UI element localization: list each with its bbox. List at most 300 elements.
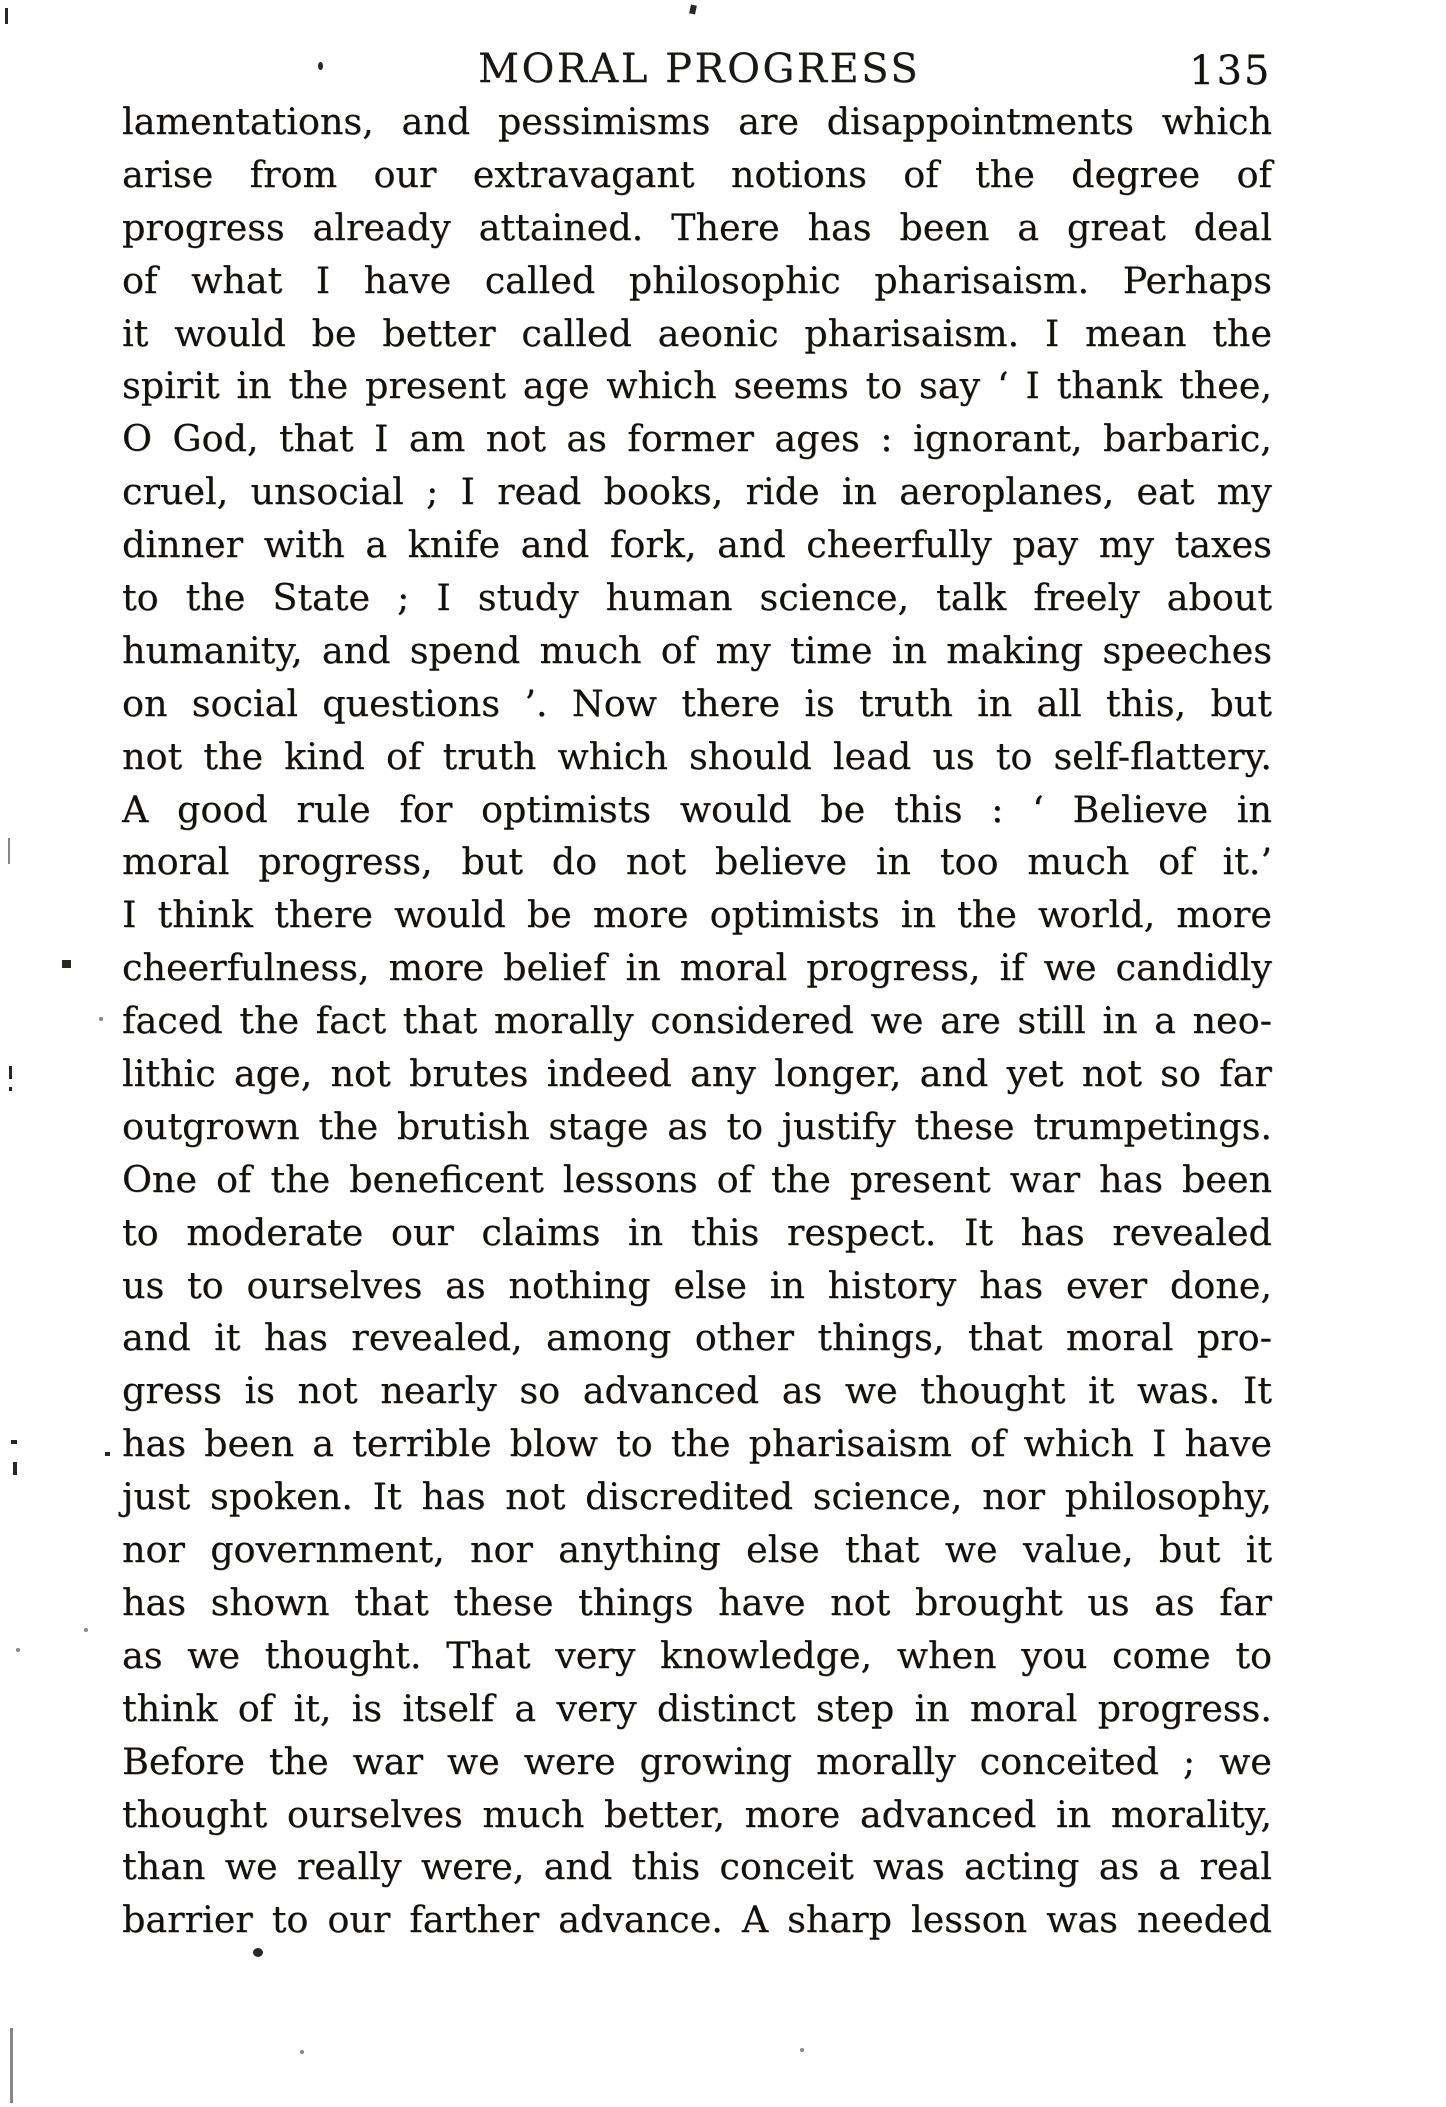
- word: and: [321, 628, 391, 672]
- word: too: [939, 840, 999, 884]
- word: the: [957, 893, 1017, 937]
- word: lessons: [562, 1157, 698, 1201]
- word: I: [374, 417, 389, 461]
- text-line: [122, 1158, 1272, 1211]
- text-line: [122, 788, 1272, 841]
- word: A: [122, 787, 149, 831]
- word: progress,: [806, 946, 981, 990]
- word: has: [979, 1263, 1044, 1307]
- word: better: [382, 311, 496, 355]
- word: the: [771, 1157, 831, 1201]
- word: read: [497, 470, 582, 514]
- scan-artifact: [84, 1628, 88, 1632]
- word: progress.: [1097, 1686, 1272, 1730]
- word: things,: [817, 1316, 945, 1360]
- word: spirit: [122, 364, 220, 408]
- word: sharp: [787, 1898, 892, 1942]
- word: optimists: [709, 893, 880, 937]
- word: pessimisms: [497, 100, 711, 143]
- word: better,: [604, 1792, 725, 1836]
- scan-artifact: [99, 1017, 103, 1021]
- word: we: [870, 999, 924, 1043]
- word: in: [627, 1210, 664, 1254]
- word: have: [363, 258, 452, 302]
- word: notions: [730, 152, 867, 196]
- word: yet: [1006, 1052, 1064, 1096]
- word: There: [671, 205, 780, 249]
- word: seems: [733, 364, 849, 408]
- word: a: [1158, 1845, 1181, 1889]
- text-line: [122, 1316, 1272, 1369]
- scan-artifact: [689, 4, 697, 14]
- text-line: [122, 206, 1272, 259]
- word: war: [1009, 1157, 1081, 1201]
- word: fact: [315, 999, 387, 1043]
- word: just: [122, 1475, 191, 1519]
- word: stage: [548, 1104, 649, 1148]
- word: and: [520, 523, 590, 567]
- word: war: [352, 1739, 424, 1783]
- word: do: [551, 840, 598, 884]
- word: philosophy,: [1064, 1475, 1272, 1519]
- word: and: [122, 1316, 191, 1360]
- word: in: [875, 840, 911, 884]
- word: moral: [679, 946, 788, 990]
- word: human: [605, 576, 733, 620]
- word: That: [446, 1633, 531, 1677]
- word: acting: [964, 1845, 1080, 1889]
- word: study: [477, 576, 579, 620]
- word: to: [271, 1898, 309, 1942]
- scan-artifact: [5, 8, 8, 24]
- word: of: [660, 628, 697, 672]
- word: One: [122, 1157, 198, 1201]
- word: truth: [858, 681, 953, 725]
- word: other: [694, 1316, 794, 1360]
- word: aeroplanes,: [899, 470, 1115, 514]
- word: we: [844, 1369, 898, 1413]
- word: brutish: [396, 1104, 530, 1148]
- word: in: [1055, 1792, 1092, 1836]
- word: real: [1199, 1845, 1272, 1889]
- word: if: [999, 946, 1025, 990]
- word: respect.: [786, 1210, 937, 1254]
- word: am: [408, 417, 466, 461]
- word: cruel,: [122, 470, 229, 514]
- text-line: [122, 682, 1272, 735]
- word: it: [214, 1316, 241, 1360]
- word: optimists: [480, 787, 652, 831]
- word: age,: [233, 1052, 313, 1096]
- text-line: [122, 1793, 1272, 1846]
- word: is: [804, 681, 835, 725]
- word: It: [963, 1210, 994, 1254]
- word: mean: [1084, 311, 1187, 355]
- word: :: [880, 417, 893, 461]
- word: O: [122, 417, 152, 461]
- word: not: [122, 734, 183, 778]
- word: say: [919, 364, 981, 408]
- word: farther: [409, 1898, 540, 1942]
- word: in: [841, 470, 877, 514]
- text-line: [122, 1105, 1272, 1158]
- word: very: [556, 1686, 637, 1730]
- word: has: [1098, 1157, 1163, 1201]
- word: my: [715, 628, 771, 672]
- word: government,: [210, 1528, 445, 1572]
- word: progress,: [258, 840, 433, 884]
- word: than: [122, 1845, 206, 1889]
- word: Before: [122, 1739, 245, 1783]
- word: was: [1046, 1898, 1118, 1942]
- word: with: [263, 523, 345, 567]
- word: lesson: [910, 1898, 1028, 1942]
- word: ;: [1182, 1739, 1196, 1783]
- word: deal: [1193, 205, 1272, 249]
- word: brutes: [408, 1052, 529, 1096]
- word: a: [514, 1686, 537, 1730]
- word: have: [718, 1580, 806, 1624]
- page-number: 135: [1189, 48, 1272, 94]
- word: so: [519, 1369, 561, 1413]
- word: ourselves: [246, 1263, 423, 1307]
- word: else: [673, 1263, 747, 1307]
- word: :: [991, 787, 1004, 831]
- word: we: [1043, 946, 1097, 990]
- word: us: [932, 734, 975, 778]
- text-line: [122, 1687, 1272, 1740]
- word: speeches: [1102, 628, 1272, 672]
- word: I: [315, 258, 331, 302]
- word: but: [1210, 681, 1272, 725]
- word: in: [891, 628, 927, 672]
- word: of: [1158, 840, 1194, 884]
- word: pharisaism: [748, 1422, 952, 1466]
- word: in: [769, 1263, 805, 1307]
- word: any: [690, 1052, 756, 1096]
- word: cheerfulness,: [122, 946, 370, 990]
- text-line: [122, 1581, 1272, 1634]
- word: are: [939, 999, 1001, 1043]
- word: are: [738, 100, 799, 143]
- word: nor: [122, 1528, 185, 1572]
- word: very: [555, 1633, 636, 1677]
- word: and: [401, 100, 471, 143]
- word: thought: [920, 1369, 1066, 1413]
- word: present: [364, 364, 506, 408]
- scan-artifact: [9, 1066, 12, 1079]
- word: barrier: [122, 1898, 253, 1942]
- word: justify: [781, 1104, 896, 1148]
- word: claims: [481, 1210, 601, 1254]
- word: not: [625, 840, 687, 884]
- text-line: [122, 893, 1272, 946]
- text-line: [122, 1845, 1272, 1898]
- word: to: [615, 1422, 653, 1466]
- text-line: [122, 312, 1272, 365]
- word: believe: [714, 840, 847, 884]
- word: is: [244, 1369, 275, 1413]
- word: disappointments: [826, 100, 1134, 143]
- word: State: [272, 576, 371, 620]
- text-line: [122, 100, 1272, 153]
- word: morally: [493, 999, 634, 1043]
- word: of: [237, 1686, 274, 1730]
- word: in: [1102, 999, 1138, 1043]
- word: in: [625, 946, 661, 990]
- word: making: [946, 628, 1084, 672]
- word: not: [330, 1052, 391, 1096]
- word: present: [849, 1157, 991, 1201]
- text-line: [122, 999, 1272, 1052]
- word: ;: [397, 576, 410, 620]
- word: revealed: [1112, 1210, 1272, 1254]
- word: ever: [1065, 1263, 1148, 1307]
- word: more: [744, 1792, 841, 1836]
- word: belief: [503, 946, 607, 990]
- word: a: [365, 523, 388, 567]
- word: I: [1025, 364, 1040, 408]
- word: to: [122, 1210, 159, 1254]
- word: of: [969, 1422, 1006, 1466]
- word: the: [270, 1157, 331, 1201]
- word: longer,: [774, 1052, 902, 1096]
- word: talk: [936, 576, 1007, 620]
- word: it,: [293, 1686, 332, 1730]
- word: be: [820, 787, 866, 831]
- word: as: [1154, 1580, 1195, 1624]
- word: Perhaps: [1122, 258, 1272, 302]
- word: has: [807, 205, 872, 249]
- word: among: [546, 1316, 672, 1360]
- word: things: [578, 1580, 694, 1624]
- text-line: [122, 1369, 1272, 1422]
- word: the: [1212, 311, 1272, 355]
- word: much: [539, 628, 642, 672]
- word: of: [716, 1157, 753, 1201]
- word: us: [1087, 1580, 1130, 1624]
- word: history: [827, 1263, 957, 1307]
- word: our: [390, 1210, 454, 1254]
- word: else: [746, 1528, 820, 1572]
- word: much: [482, 1792, 585, 1836]
- word: to: [726, 1104, 764, 1148]
- text-line: [122, 576, 1272, 629]
- word: to: [1235, 1633, 1272, 1677]
- word: kind: [284, 734, 365, 778]
- word: progress: [122, 205, 285, 249]
- word: and: [919, 1052, 989, 1096]
- word: really: [296, 1845, 402, 1889]
- word: we: [224, 1845, 278, 1889]
- word: which: [557, 734, 668, 778]
- word: but: [461, 840, 523, 884]
- word: has: [263, 1316, 328, 1360]
- text-line: [122, 1898, 1272, 1951]
- word: far: [1219, 1052, 1272, 1096]
- word: have: [1184, 1422, 1272, 1466]
- word: I: [436, 576, 451, 620]
- text-line: [122, 1422, 1272, 1475]
- scan-artifact: [16, 1648, 20, 1652]
- word: ourselves: [286, 1792, 463, 1836]
- word: of: [122, 258, 158, 302]
- word: of: [1236, 152, 1272, 196]
- word: morality,: [1110, 1792, 1272, 1836]
- text-line: [122, 153, 1272, 206]
- word: attained.: [478, 205, 644, 249]
- word: think: [122, 1686, 218, 1730]
- text-line: [122, 1634, 1272, 1687]
- word: were,: [420, 1845, 525, 1889]
- word: what: [191, 258, 283, 302]
- word: that: [844, 1528, 920, 1572]
- text-line: [122, 1475, 1272, 1528]
- word: A: [741, 1898, 769, 1942]
- word: social: [191, 681, 299, 725]
- word: former: [627, 417, 754, 461]
- word: been: [899, 205, 990, 249]
- word: so: [1160, 1052, 1201, 1096]
- word: moral: [122, 840, 230, 884]
- word: distinct: [656, 1686, 796, 1730]
- scan-artifact: [105, 1452, 110, 1456]
- word: in: [236, 364, 272, 408]
- word: cheerfully: [806, 523, 992, 567]
- word: considered: [650, 999, 854, 1043]
- word: thought.: [264, 1633, 422, 1677]
- text-line: [122, 470, 1272, 523]
- word: not: [1081, 1052, 1142, 1096]
- word: science,: [812, 1475, 963, 1519]
- word: pay: [1012, 523, 1079, 567]
- text-line: [122, 1052, 1272, 1105]
- word: itself: [402, 1686, 495, 1730]
- word: our: [373, 152, 437, 196]
- scan-artifact: [300, 2050, 304, 2054]
- word: arise: [122, 152, 214, 196]
- word: to: [122, 576, 159, 620]
- word: for: [399, 787, 453, 831]
- word: that: [402, 999, 478, 1043]
- word: a: [1154, 999, 1176, 1043]
- word: of: [903, 152, 939, 196]
- word: was: [872, 1845, 945, 1889]
- word: humanity,: [122, 628, 303, 672]
- text-line: [122, 1211, 1272, 1264]
- word: it: [122, 311, 149, 355]
- word: moral: [969, 1686, 1078, 1730]
- word: as: [566, 417, 607, 461]
- scan-artifact: [11, 1440, 17, 1444]
- word: eat: [1136, 470, 1195, 514]
- word: ’.: [524, 681, 548, 725]
- word: Believe: [1072, 787, 1209, 831]
- word: aeonic: [657, 311, 779, 355]
- word: which: [1023, 1422, 1134, 1466]
- word: that: [278, 417, 354, 461]
- word: spend: [409, 628, 521, 672]
- body-text: [122, 100, 1272, 1951]
- word: should: [688, 734, 812, 778]
- word: It: [1242, 1369, 1272, 1413]
- text-line: [122, 946, 1272, 999]
- word: great: [1066, 205, 1166, 249]
- word: self-flattery.: [1053, 734, 1272, 778]
- word: these: [453, 1580, 554, 1624]
- word: to: [995, 734, 1033, 778]
- scan-artifact: [800, 2048, 804, 2052]
- word: as: [122, 1633, 163, 1677]
- word: more: [1176, 893, 1272, 937]
- word: as: [667, 1104, 708, 1148]
- word: discredited: [585, 1475, 793, 1519]
- word: not: [485, 417, 546, 461]
- word: shown: [210, 1580, 330, 1624]
- word: in: [914, 1686, 950, 1730]
- text-line: [122, 1264, 1272, 1317]
- word: lamentations,: [122, 100, 374, 143]
- word: moderate: [186, 1210, 364, 1254]
- text-line: [122, 417, 1272, 470]
- word: much: [1027, 840, 1130, 884]
- word: and: [543, 1845, 613, 1889]
- word: it.’: [1222, 840, 1272, 884]
- word: is: [351, 1686, 383, 1730]
- word: has: [122, 1580, 186, 1624]
- word: to: [865, 364, 903, 408]
- word: I: [122, 893, 137, 937]
- text-line: [122, 523, 1272, 576]
- word: brought: [914, 1580, 1063, 1624]
- word: in: [1236, 787, 1272, 831]
- word: been: [204, 1422, 295, 1466]
- word: that: [967, 1316, 1043, 1360]
- word: science,: [759, 576, 910, 620]
- word: anything: [558, 1528, 721, 1572]
- word: a: [1017, 205, 1040, 249]
- word: blow: [509, 1422, 598, 1466]
- word: you: [1021, 1633, 1088, 1677]
- word: the: [268, 1739, 329, 1783]
- word: was.: [1136, 1369, 1221, 1413]
- word: age: [522, 364, 590, 408]
- word: I: [1044, 311, 1060, 355]
- word: these: [914, 1104, 1015, 1148]
- text-line: [122, 1528, 1272, 1581]
- word: I: [460, 470, 475, 514]
- word: revealed,: [351, 1316, 523, 1360]
- word: candidly: [1115, 946, 1272, 990]
- word: were: [523, 1739, 616, 1783]
- word: thank: [1056, 364, 1163, 408]
- scan-artifact: [9, 1087, 12, 1091]
- word: world,: [1037, 893, 1156, 937]
- text-line: [122, 735, 1272, 788]
- scan-artifact: [253, 1948, 263, 1957]
- word: would: [393, 893, 506, 937]
- word: advance.: [558, 1898, 723, 1942]
- word: faced: [122, 999, 223, 1043]
- word: nor: [469, 1528, 533, 1572]
- word: the: [318, 1104, 379, 1148]
- word: nothing: [508, 1263, 651, 1307]
- text-line: [122, 1740, 1272, 1793]
- word: needed: [1136, 1898, 1272, 1942]
- word: we: [446, 1739, 500, 1783]
- word: it: [1245, 1528, 1272, 1572]
- word: about: [1166, 576, 1272, 620]
